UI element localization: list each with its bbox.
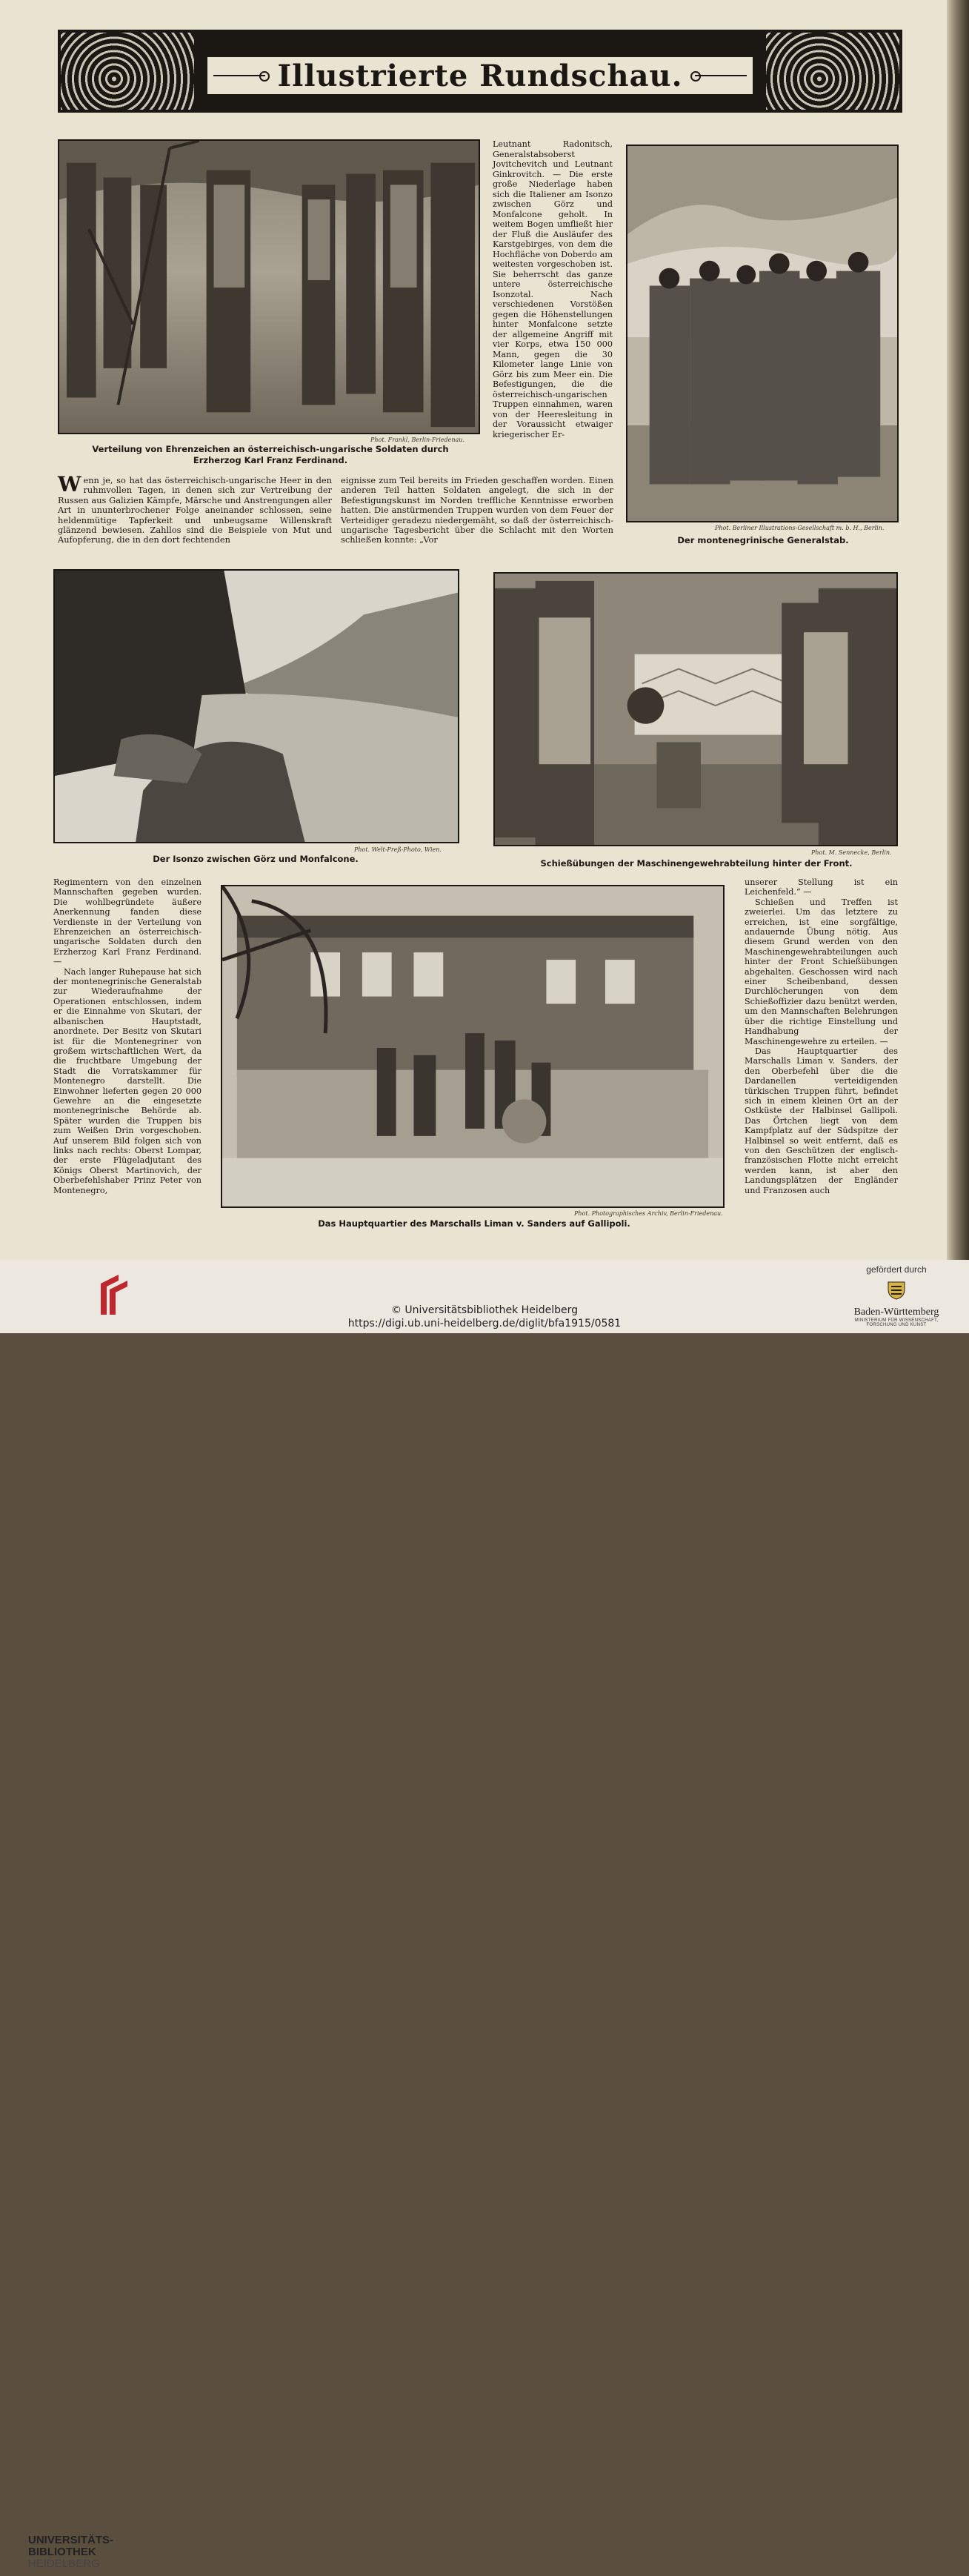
photo-caption: Der Isonzo zwischen Görz und Monfalcone. <box>153 854 359 864</box>
article-column: Wenn je, so hat das österreichisch-ungarische Heer in den ruhmvollen Tagen, in denen sich zur Vertreibung der Russen aus Galizien Kämpfe, Märsche und Anstrengungen aller Art in ununterbrochener Folge aneinander schlossen, seine heldenmütige Tapferkeit und unbeugsame Willenskraft glänzend bewiesen. Zahllos sind die Beispiele von Mut und Aufopferung, die in den dort fechtenden <box>58 472 332 545</box>
flourish-left-icon <box>213 75 265 76</box>
photo-isonzo-river <box>53 569 459 843</box>
photo-credit: Phot. Berliner Illustrations-Gesellschaft m. b. H., Berlin. <box>715 525 885 531</box>
coat-of-arms-icon <box>884 1279 909 1300</box>
article-column: Leutnant Radonitsch, Generalstabsoberst Jovitchevitch und Leutnant Ginkrovitch. — Die erste große Niederlage haben sich die Italiener am Isonzo zwischen Görz und Monfalcone geholt. In weitem Bogen umfließt hier der Fluß die Ausläufer des Karstgebirges, von dem die Hochfläche von Doberdo am weitesten vorgeschoben ist. Sie beherrscht das ganze untere österreichische Isonzotal. Nach verschiedenen Vorstößen gegen die Höhenstellungen hinter Monfalcone setzte der allgemeine Angriff mit vier Korps, etwa 150 000 Mann, gegen die 30 Kilometer lange Linie von Görz bis zum Meer ein. Die Befestigungen, die die österreichisch-ungarischen Truppen einnahmen, waren von der Heeresleitung in der Voraussicht etwaiger kriegerischer Er- <box>493 139 613 439</box>
photo-credit: Phot. Photographisches Archiv, Berlin-Friedenau. <box>574 1210 723 1217</box>
viewer-footer <box>0 1260 969 2570</box>
title-plate <box>205 55 755 96</box>
photo-caption: Der montenegrinische Generalstab. <box>677 535 849 545</box>
photo-montenegrin-staff <box>626 145 899 522</box>
copyright-text: © Universitätsbibliothek Heidelberg <box>390 1304 578 1316</box>
funding-logo[interactable]: gefördert durch Baden-Württemberg MINISTERIUM FÜR WISSENSCHAFT, FORSCHUNG UND KUNST <box>853 1264 939 1327</box>
photo-machine-gun-practice <box>493 572 898 846</box>
photo-caption: Das Hauptquartier des Marschalls Liman v. Sanders auf Gallipoli. <box>318 1218 630 1229</box>
flourish-right-icon <box>695 75 747 76</box>
photo-decoration-ceremony <box>58 139 480 434</box>
article-column: Regimentern von den einzelnen Mannschaften gegeben wurden. Die wohlbegründete äußere Anerkennung fanden diese Verdienste in der Verteilung von Ehrenzeichen an österreichisch-ungarische Soldaten durch den Erzherzog Karl Franz Ferdinand. — Nach langer Ruhepause hat sich der montenegrinische Generalstab zur Wiederaufnahme der Operationen entschlossen, indem er die Einnahme von Skutari, der albanischen Hauptstadt, anordnete. Der Besitz von Skutari ist für die Montenegriner von großem wirtschaftlichen Wert, da die fruchtbare Umgebung der Stadt die Vorratskammer für Montenegro darstellt. Die Einwohner lieferten gegen 20 000 Gewehre an die eingesetzte montenegrinische Behörde ab. Später wurden die Truppen bis zum Weißen Drin vorgeschoben. Auf unserem Bild folgen sich von links nach rechts: Oberst Lompar, der erste Flügeladjutant des Königs Oberst Martinovich, der Oberbefehlshaber Prinz Peter von Montenegro, <box>53 877 202 1195</box>
photo-caption: Verteilung von Ehrenzeichen an österreichisch-ungarische Soldaten durch Erzherzog Karl Franz Ferdinand. <box>92 444 449 465</box>
photo-credit: Phot. Welt-Preß-Photo, Wien. <box>354 846 442 853</box>
masthead-banner <box>58 30 902 113</box>
photo-gallipoli-headquarters <box>221 885 725 1208</box>
page-title: Illustrierte Rundschau. <box>277 58 683 93</box>
photo-credit: Phot. Frankl, Berlin-Friedenau. <box>370 436 464 443</box>
drop-cap: W <box>58 472 81 497</box>
permalink[interactable]: https://digi.ub.uni-heidelberg.de/diglit/bfa1915/0581 <box>347 1318 622 1330</box>
floral-ornament-right <box>766 33 899 110</box>
newspaper-page <box>0 0 947 1260</box>
article-column: unserer Stellung ist ein Leichenfeld.“ — Schießen und Treffen ist zweierlei. Um das letztere zu erreichen, ist eine sorgfältige, andauernde Übung nötig. Aus diesem Grund werden von den Maschinengewehrabteilungen auch hinter der Front Schießübungen abgehalten. Geschossen wird nach einer Scheibenband, dessen Durchlöcherungen von dem Schießoffizier dazu benützt werden, um den Mannschaften Belehrungen über die richtige Einstellung und Handhabung der Maschinengewehre zu erteilen. — Das Hauptquartier des Marschalls Liman v. Sanders, der den Oberbefehl über die die Dardanellen verteidigenden türkischen Truppen führt, befindet sich in einem kleinen Ort an der Ostküste der Halbinsel Gallipoli. Das Örtchen liegt von dem Kampfplatz auf der Südspitze der Halbinsel so weit entfernt, daß es von den Geschützen der englisch-französischen Flotte nicht erreicht werden kann, ist aber den Landungsplätzen der Engländer und Franzosen auch <box>745 877 898 1195</box>
photo-credit: Phot. M. Sennecke, Berlin. <box>811 849 892 856</box>
photo-caption: Schießübungen der Maschinengewehrabteilung hinter der Front. <box>540 858 853 869</box>
article-column: eignisse zum Teil bereits im Frieden geschaffen worden. Einen anderen Teil hatten Soldaten angelegt, die sich in der Befestigungskunst im Norden treffliche Kenntnisse erworben hatten. Die anstürmenden Truppen wurden von dem Feuer der Verteidiger geradezu niedergemäht, so daß der österreichisch-ungarische Tagesbericht über die Schlacht mit den Worten schließen konnte: „Vor <box>341 475 613 545</box>
page-edge <box>947 0 969 1260</box>
floral-ornament-left <box>61 33 194 110</box>
library-logo[interactable]: UNIVERSITÄTS- BIBLIOTHEK HEIDELBERG <box>28 2534 114 2570</box>
